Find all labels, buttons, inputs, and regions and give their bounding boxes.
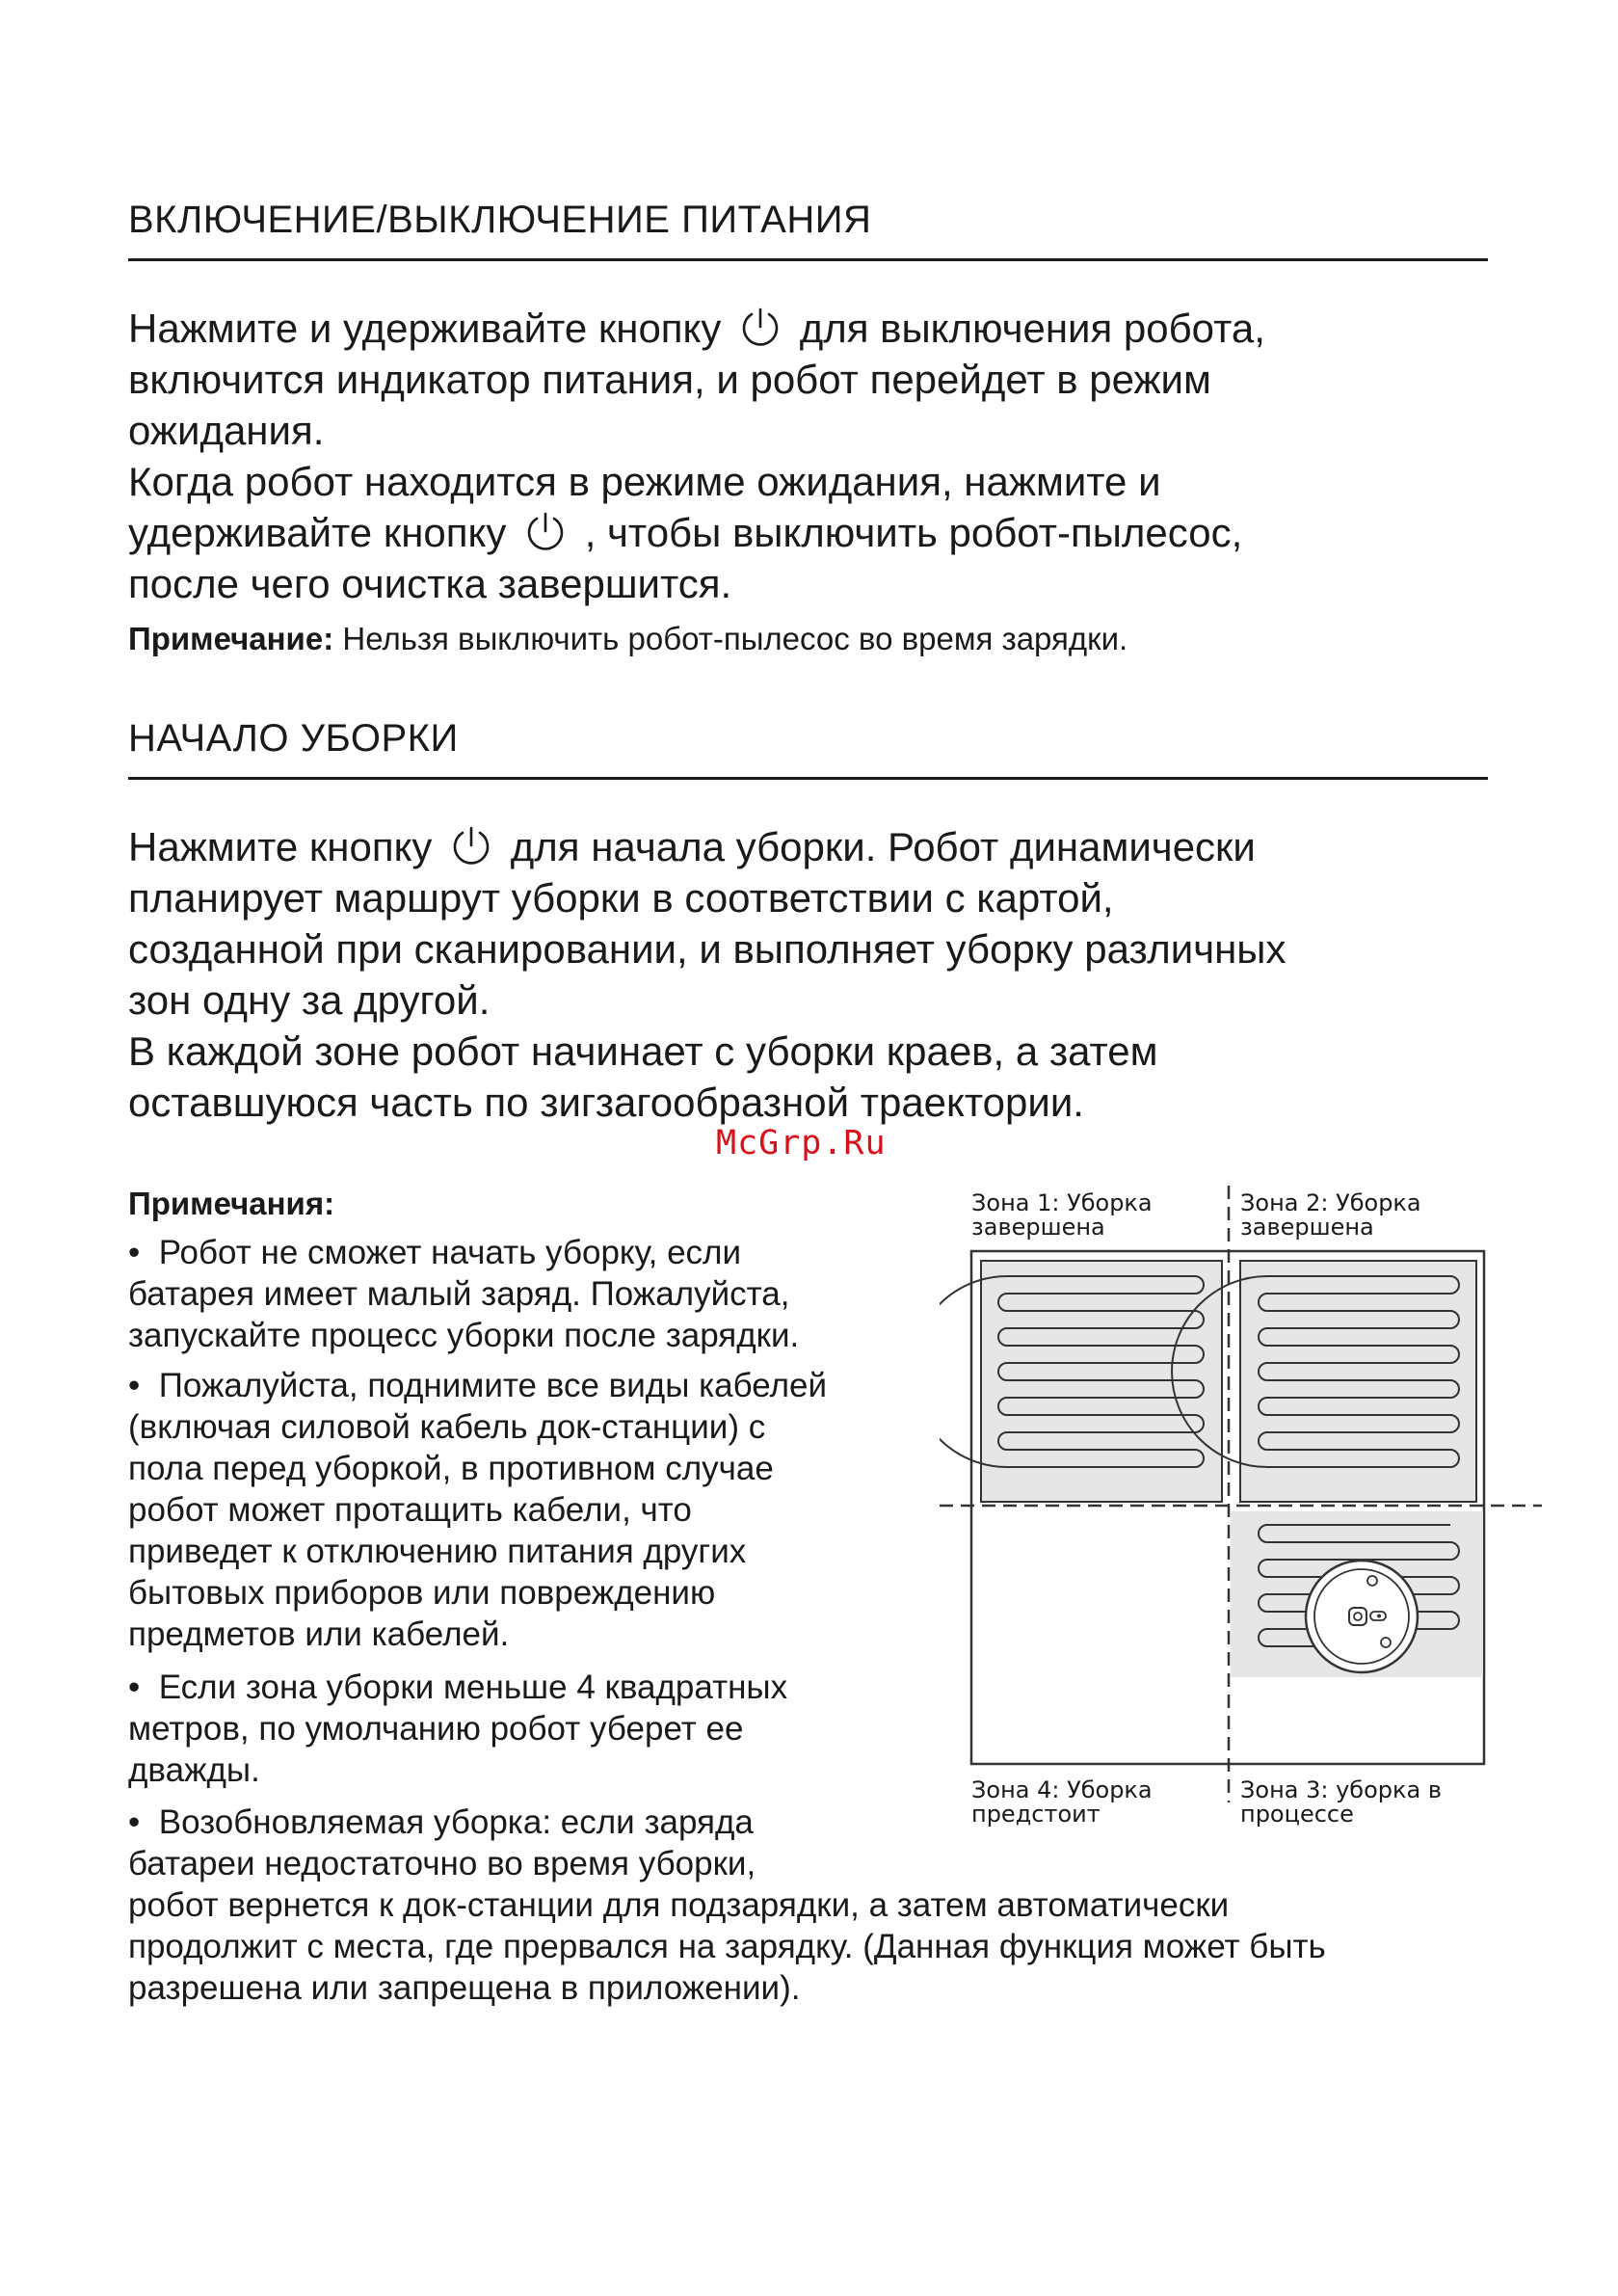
note: [128, 621, 1127, 657]
list-line: [128, 1667, 957, 1708]
text-span: , чтобы выключить робот-пылесос,: [584, 510, 1243, 555]
zone-label-line: Зона 4: Уборка: [971, 1776, 1153, 1803]
power-icon: [449, 824, 493, 868]
notes-title: Примечания:: [128, 1186, 335, 1221]
paragraph-line: В каждой зоне робот начинает с уборки краев, а затем: [128, 1028, 1158, 1074]
paragraph-line: включится индикатор питания, и робот перейдет в режим: [128, 357, 1211, 402]
paragraph-line: созданной при сканировании, и выполняет уборку различных: [128, 926, 1286, 972]
text-span: для выключения робота,: [799, 306, 1265, 351]
paragraph-line: после чего очистка завершится.: [128, 561, 732, 606]
text-span: Робот не сможет начать уборку, если: [158, 1234, 742, 1271]
robot-vacuum-icon: [1306, 1561, 1418, 1672]
paragraph-line: Когда робот находится в режиме ожидания, нажмите и: [128, 459, 1161, 504]
list-item: [128, 1667, 957, 1791]
section-divider: [128, 777, 1488, 780]
section-heading-start-cleaning: НАЧАЛО УБОРКИ: [128, 717, 459, 760]
zone-label-line: Зона 1: Уборка: [971, 1189, 1153, 1216]
watermark: McGrp.Ru: [716, 1124, 887, 1162]
list-line: робот вернется к док-станции для подзарядки, а затем автоматически: [128, 1886, 1230, 1924]
paragraph-line: планирует маршрут уборки в соответствии с картой,: [128, 875, 1114, 921]
paragraph-line: оставшуюся часть по зигзагообразной траектории.: [128, 1080, 1084, 1125]
list-line: батарея имеет малый заряд. Пожалуйста,: [128, 1275, 790, 1313]
list-line: разрешена или запрещена в приложении).: [128, 1969, 801, 2007]
bullet: •: [128, 1367, 141, 1404]
list-line: пола перед уборкой, в противном случае: [128, 1450, 774, 1487]
bullet: •: [128, 1234, 141, 1271]
power-icon: [523, 510, 568, 554]
list-line: запускайте процесс уборки после зарядки.: [128, 1317, 800, 1354]
list-line: продолжит с места, где прервался на зарядку. (Данная функция может быть: [128, 1928, 1326, 1965]
zone-label-line: процессе: [1240, 1801, 1354, 1828]
zone-label-line: завершена: [971, 1214, 1105, 1241]
cleaning-zones-diagram: [940, 1186, 1542, 1802]
list-line: батареи недостаточно во время уборки,: [128, 1845, 756, 1882]
note-text: Нельзя выключить робот-пылесос во время зарядки.: [333, 621, 1128, 656]
list-line: метров, по умолчанию робот уберет ее: [128, 1710, 744, 1748]
note-label: Примечание:: [128, 621, 334, 656]
text-span: Нажмите кнопку: [128, 824, 433, 869]
paragraph-line: [128, 821, 1256, 872]
section-heading-power: ВКЛЮЧЕНИЕ/ВЫКЛЮЧЕНИЕ ПИТАНИЯ: [128, 199, 872, 241]
power-icon: [738, 306, 782, 350]
text-span: Нажмите и удерживайте кнопку: [128, 306, 722, 351]
list-line: (включая силовой кабель док-станции) с: [128, 1408, 766, 1446]
paragraph-line: зон одну за другой.: [128, 977, 491, 1023]
paragraph-line: ожидания.: [128, 408, 325, 453]
zone-label-line: предстоит: [971, 1801, 1101, 1828]
text-span: Возобновляемая уборка: если заряда: [158, 1803, 754, 1841]
section-divider: [128, 258, 1488, 261]
list-item: [128, 1232, 957, 1356]
bullet: •: [128, 1803, 141, 1841]
list-item: [128, 1365, 957, 1655]
list-line: робот может протащить кабели, что: [128, 1491, 692, 1529]
list-line: предметов или кабелей.: [128, 1615, 510, 1653]
text-span: для начала уборки. Робот динамически: [510, 824, 1256, 869]
text-span: Если зона уборки меньше 4 квадратных: [158, 1669, 788, 1706]
zone-label-line: завершена: [1240, 1214, 1374, 1241]
list-line: [128, 1365, 957, 1406]
list-line: [128, 1232, 957, 1273]
list-item: [128, 1802, 1497, 2009]
zone-label-line: Зона 3: уборка в: [1240, 1776, 1442, 1803]
paragraph-line: [128, 507, 1242, 558]
list-line: бытовых приборов или повреждению: [128, 1574, 716, 1612]
zone-label-line: Зона 2: Уборка: [1240, 1189, 1421, 1216]
text-span: удерживайте кнопку: [128, 510, 507, 555]
text-span: Пожалуйста, поднимите все виды кабелей: [158, 1367, 828, 1404]
list-line: приведет к отключению питания других: [128, 1533, 747, 1570]
bullet: •: [128, 1669, 141, 1706]
list-line: дважды.: [128, 1751, 260, 1789]
paragraph-line: [128, 303, 1265, 354]
